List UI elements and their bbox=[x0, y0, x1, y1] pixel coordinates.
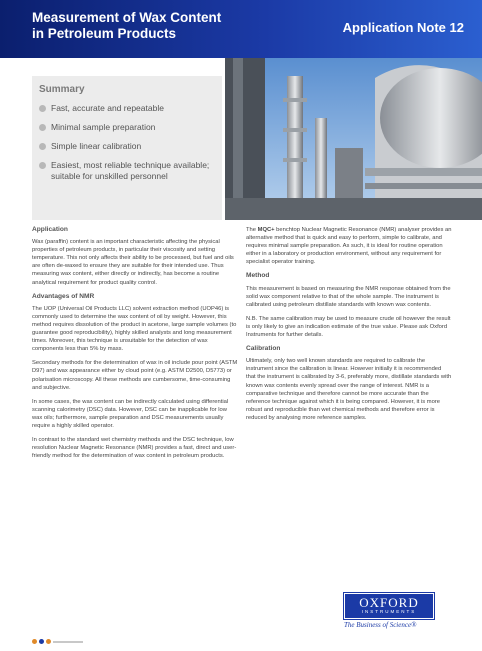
summary-item: Simple linear calibration bbox=[39, 141, 219, 152]
summary-item: Minimal sample preparation bbox=[39, 122, 219, 133]
title-line-1: Measurement of Wax Content bbox=[32, 10, 222, 25]
section-heading-calibration: Calibration bbox=[246, 345, 281, 353]
logo-tagline: The Business of Science® bbox=[344, 621, 417, 629]
section-heading-advantages: Advantages of NMR bbox=[32, 292, 95, 300]
summary-item: Easiest, most reliable technique available; suitable for unskilled personnel bbox=[39, 160, 219, 182]
right-column bbox=[246, 226, 452, 428]
summary-box bbox=[32, 76, 222, 220]
title-line-2: in Petroleum Products bbox=[32, 26, 177, 41]
section-heading-method: Method bbox=[246, 272, 270, 280]
product-name: MQC+ bbox=[257, 227, 275, 233]
paragraph-application: Wax (paraffin) content is an important characteristic affecting the physical properties of petroleum products, in particular their viscosity and setting temperature. This not only affects their ability to be processed, but fuel and oils are often de-waxed to ensure they are suitable for their intended use. Thus measuring wax content, either directly or indirectly, has become a routine analytical requirement for product quality control. bbox=[32, 239, 234, 286]
blue-dot-icon bbox=[39, 639, 44, 644]
logo-name: OXFORD bbox=[359, 595, 419, 610]
paragraph-calibration: Ultimately, only two well known standards are required to calibrate the instrument since the calibration is linear. However initially it is recommended that the instrument is calibrated by 3-6, preferably more, distillate standards with known wax contents evenly spread over the range of interest. NMR is a comparative technique and therefore cannot be more accurate than the reference technique against which it is being compared. However, it is more robust and reproducible than wet chemical methods and therefore error is reduced by analysing more reference samples. bbox=[246, 358, 452, 421]
paragraph-advantages-2: Secondary methods for the determination of wax in oil include pour point (ASTM D97) and wax appearance either by cloud point (e.g. ASTM D2500, D5773) or polarisation microscopy. All these methods are cumbersome, time-consuming and subjective. bbox=[32, 360, 238, 391]
orange-dot-icon bbox=[32, 639, 37, 644]
oxford-instruments-logo bbox=[344, 593, 434, 619]
paragraph-advantages-1: The UOP (Universal Oil Products LLC) solvent extraction method (UOP46) is commonly used to determine the wax content of oil by weight. However, this method requires dissolution of the product in acetone, large sample volumes (to guarantee good reproducibility), highly skilled analysts and long measurement times. Moreover, this technique is unsuitable for the detection of wax components less than 5% by mass. bbox=[32, 305, 237, 353]
summary-item: Fast, accurate and repeatable bbox=[39, 103, 219, 114]
paragraph-method-2: N.B. The same calibration may be used to measure crude oil however the result is only likely to give an indication estimate of the true value. Please ask Oxford Instruments for further details. bbox=[246, 315, 451, 339]
logo-sub: INSTRUMENTS bbox=[361, 609, 417, 614]
bullet-icon bbox=[39, 162, 46, 169]
summary-list bbox=[39, 103, 219, 190]
paragraph-method-1: This measurement is based on measuring the NMR response obtained from the solid wax component relative to that of the whole sample. The instrument is calibrated using petroleum distillate standards with known wax contents. bbox=[246, 285, 451, 308]
footer-line bbox=[53, 641, 83, 643]
paragraph-intro: The MQC+ benchtop Nuclear Magnetic Resonance (NMR) analyser provides an alternative method that is quick and easy to perform, simple to calibrate, and requires minimal sample preparation. As such, it is ideal for routine operation either in a laboratory or production environment, without any requirement for specialist operator training. bbox=[246, 227, 452, 266]
section-heading-application: Application bbox=[32, 226, 68, 233]
application-note-label: Application Note 12 bbox=[342, 20, 464, 35]
bullet-icon bbox=[39, 105, 46, 112]
document-title bbox=[32, 10, 252, 42]
left-column bbox=[32, 226, 238, 466]
summary-heading: Summary bbox=[39, 84, 85, 95]
orange-dot-icon bbox=[46, 639, 51, 644]
paragraph-advantages-3: In some cases, the wax content can be indirectly calculated using differential scanning calorimetry (DSC) data. However, DSC can be inapplicable for low wax oils; furthermore, sample preparation and DSC measurements usually require a highly skilled operator. bbox=[32, 398, 229, 429]
bullet-icon bbox=[39, 143, 46, 150]
footer-decoration bbox=[32, 633, 85, 651]
refinery-photo bbox=[225, 58, 482, 220]
header-banner bbox=[0, 0, 482, 58]
paragraph-advantages-4: In contrast to the standard wet chemistry methods and the DSC technique, low resolution Nuclear Magnetic Resonance (NMR) provides a fast, direct and user-friendly method for the determination of wax content in petroleum products. bbox=[32, 437, 237, 460]
bullet-icon bbox=[39, 124, 46, 131]
